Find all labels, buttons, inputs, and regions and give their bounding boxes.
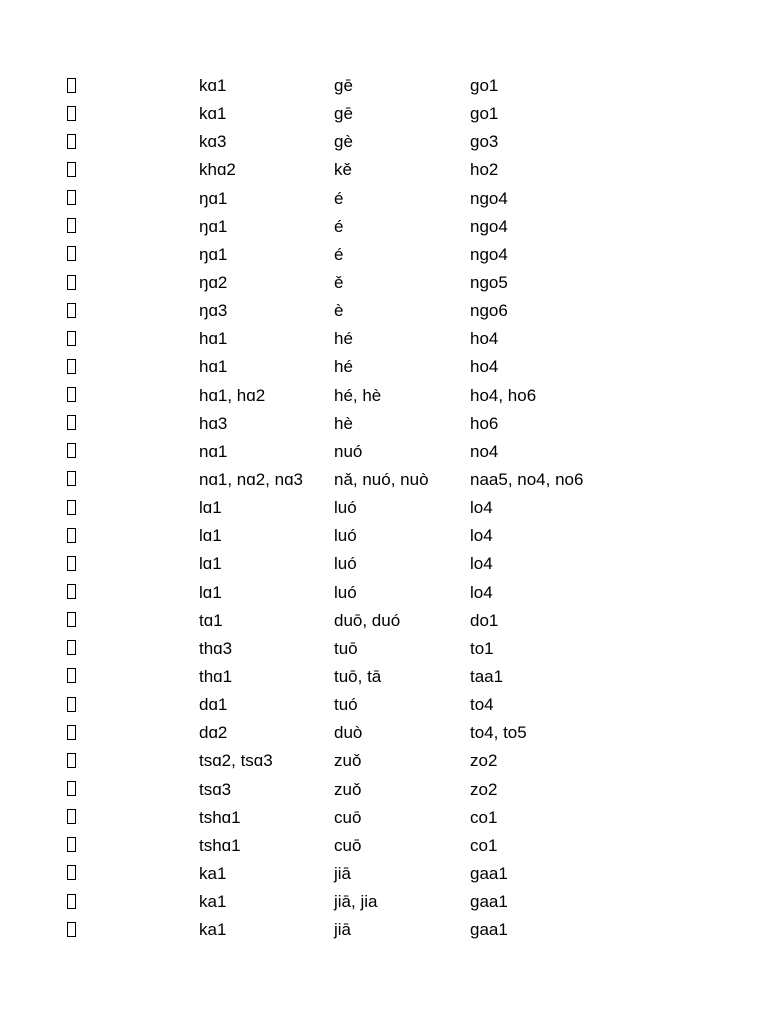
cantonese-cell: ho2: [470, 160, 499, 180]
middle-chinese-cell: nɑ1, nɑ2, nɑ3: [199, 469, 303, 489]
mandarin-cell: hé: [334, 329, 353, 349]
missing-glyph-icon: [62, 550, 80, 578]
missing-glyph-icon: [62, 269, 80, 297]
missing-glyph-box-icon: [67, 556, 76, 571]
cantonese-cell: ngo4: [470, 216, 508, 236]
cantonese-cell: gaa1: [470, 892, 508, 912]
missing-glyph-box-icon: [67, 809, 76, 824]
missing-glyph-box-icon: [67, 190, 76, 205]
mandarin-cell: é: [334, 244, 344, 264]
missing-glyph-box-icon: [67, 500, 76, 515]
pronunciation-table: [62, 72, 702, 944]
middle-chinese-cell: ka1: [199, 892, 227, 912]
table-row: [62, 269, 702, 297]
middle-chinese-cell: lɑ1: [199, 582, 222, 602]
mandarin-cell: nǎ, nuó, nuò: [334, 469, 429, 489]
middle-chinese-cell: hɑ1: [199, 329, 228, 349]
mandarin-cell: cuō: [334, 835, 362, 855]
missing-glyph-icon: [62, 522, 80, 550]
table-row: [62, 325, 702, 353]
missing-glyph-box-icon: [67, 471, 76, 486]
mandarin-cell: luó: [334, 582, 357, 602]
middle-chinese-cell: ka1: [199, 920, 227, 940]
missing-glyph-box-icon: [67, 725, 76, 740]
table-row: [62, 832, 702, 860]
missing-glyph-icon: [62, 719, 80, 747]
missing-glyph-box-icon: [67, 387, 76, 402]
missing-glyph-icon: [62, 663, 80, 691]
mandarin-cell: gè: [334, 132, 353, 152]
missing-glyph-box-icon: [67, 275, 76, 290]
missing-glyph-box-icon: [67, 359, 76, 374]
missing-glyph-box-icon: [67, 443, 76, 458]
table-row: [62, 663, 702, 691]
missing-glyph-box-icon: [67, 218, 76, 233]
mandarin-cell: jiā, jia: [334, 892, 378, 912]
table-row: [62, 100, 702, 128]
missing-glyph-box-icon: [67, 584, 76, 599]
missing-glyph-box-icon: [67, 781, 76, 796]
cantonese-cell: go1: [470, 104, 499, 124]
table-row: [62, 438, 702, 466]
missing-glyph-box-icon: [67, 612, 76, 627]
missing-glyph-icon: [62, 579, 80, 607]
table-row: [62, 860, 702, 888]
middle-chinese-cell: dɑ1: [199, 695, 228, 715]
cantonese-cell: lo4: [470, 582, 493, 602]
missing-glyph-box-icon: [67, 837, 76, 852]
mandarin-cell: gē: [334, 76, 353, 95]
table-row: [62, 719, 702, 747]
table-row: [62, 241, 702, 269]
table-row: [62, 353, 702, 381]
cantonese-cell: ho4: [470, 357, 499, 377]
cantonese-cell: lo4: [470, 554, 493, 574]
missing-glyph-icon: [62, 100, 80, 128]
missing-glyph-box-icon: [67, 162, 76, 177]
cantonese-cell: naa5, no4, no6: [470, 469, 584, 489]
missing-glyph-box-icon: [67, 697, 76, 712]
mandarin-cell: ě: [334, 272, 344, 292]
table-row: [62, 691, 702, 719]
missing-glyph-icon: [62, 382, 80, 410]
cantonese-cell: lo4: [470, 498, 493, 518]
mandarin-cell: jiā: [334, 920, 352, 940]
cantonese-cell: zo2: [470, 779, 498, 799]
table-row: [62, 382, 702, 410]
middle-chinese-cell: kɑ1: [199, 104, 227, 124]
middle-chinese-cell: thɑ3: [199, 638, 233, 658]
cantonese-cell: co1: [470, 807, 498, 827]
mandarin-cell: jiā: [334, 863, 352, 883]
mandarin-cell: kě: [334, 160, 352, 180]
middle-chinese-cell: khɑ2: [199, 160, 236, 180]
mandarin-cell: luó: [334, 526, 357, 546]
missing-glyph-icon: [62, 888, 80, 916]
missing-glyph-icon: [62, 297, 80, 325]
middle-chinese-cell: lɑ1: [199, 526, 222, 546]
mandarin-cell: luó: [334, 498, 357, 518]
cantonese-cell: ho4, ho6: [470, 385, 537, 405]
middle-chinese-cell: thɑ1: [199, 666, 233, 686]
missing-glyph-box-icon: [67, 303, 76, 318]
mandarin-cell: è: [334, 301, 344, 321]
middle-chinese-cell: kɑ1: [199, 76, 227, 95]
cantonese-cell: ngo4: [470, 188, 508, 208]
missing-glyph-icon: [62, 747, 80, 775]
mandarin-cell: hé: [334, 357, 353, 377]
mandarin-cell: hé, hè: [334, 385, 382, 405]
missing-glyph-icon: [62, 353, 80, 381]
mandarin-cell: zuǒ: [334, 751, 362, 771]
missing-glyph-box-icon: [67, 78, 76, 93]
table-row: [62, 747, 702, 775]
table-row: [62, 888, 702, 916]
missing-glyph-box-icon: [67, 668, 76, 683]
table-row: [62, 72, 702, 100]
mandarin-cell: gē: [334, 104, 353, 124]
table-row: [62, 494, 702, 522]
missing-glyph-icon: [62, 607, 80, 635]
missing-glyph-box-icon: [67, 753, 76, 768]
mandarin-cell: duō, duó: [334, 610, 401, 630]
mandarin-cell: duò: [334, 723, 363, 743]
missing-glyph-box-icon: [67, 865, 76, 880]
table-row: [62, 804, 702, 832]
middle-chinese-cell: tɑ1: [199, 610, 223, 630]
missing-glyph-icon: [62, 860, 80, 888]
missing-glyph-icon: [62, 241, 80, 269]
missing-glyph-icon: [62, 72, 80, 100]
missing-glyph-icon: [62, 410, 80, 438]
missing-glyph-box-icon: [67, 415, 76, 430]
missing-glyph-box-icon: [67, 134, 76, 149]
missing-glyph-box-icon: [67, 922, 76, 937]
middle-chinese-cell: hɑ1, hɑ2: [199, 385, 266, 405]
middle-chinese-cell: dɑ2: [199, 723, 228, 743]
cantonese-cell: go3: [470, 132, 499, 152]
missing-glyph-box-icon: [67, 246, 76, 261]
cantonese-cell: ngo4: [470, 244, 508, 264]
missing-glyph-icon: [62, 466, 80, 494]
missing-glyph-icon: [62, 832, 80, 860]
table-row: [62, 185, 702, 213]
middle-chinese-cell: tsɑ2, tsɑ3: [199, 751, 273, 771]
cantonese-cell: no4: [470, 441, 499, 461]
mandarin-cell: tuō: [334, 638, 358, 658]
missing-glyph-box-icon: [67, 528, 76, 543]
missing-glyph-icon: [62, 776, 80, 804]
table-row: [62, 156, 702, 184]
cantonese-cell: to4: [470, 695, 494, 715]
table-row: [62, 635, 702, 663]
table-row: [62, 213, 702, 241]
mandarin-cell: é: [334, 188, 344, 208]
missing-glyph-icon: [62, 494, 80, 522]
middle-chinese-cell: ŋɑ1: [199, 216, 228, 236]
cantonese-cell: co1: [470, 835, 498, 855]
cantonese-cell: gaa1: [470, 863, 508, 883]
cantonese-cell: gaa1: [470, 920, 508, 940]
middle-chinese-cell: tsɑ3: [199, 779, 232, 799]
middle-chinese-cell: tshɑ1: [199, 807, 241, 827]
table-row: [62, 916, 702, 944]
middle-chinese-cell: hɑ1: [199, 357, 228, 377]
missing-glyph-icon: [62, 635, 80, 663]
table-row: [62, 522, 702, 550]
table-row: [62, 579, 702, 607]
table-row: [62, 550, 702, 578]
table-row: [62, 297, 702, 325]
cantonese-cell: ho4: [470, 329, 499, 349]
missing-glyph-box-icon: [67, 640, 76, 655]
missing-glyph-icon: [62, 916, 80, 944]
table-row: [62, 128, 702, 156]
table-row: [62, 410, 702, 438]
table-row: [62, 466, 702, 494]
cantonese-cell: to4, to5: [470, 723, 527, 743]
missing-glyph-box-icon: [67, 106, 76, 121]
mandarin-cell: cuō: [334, 807, 362, 827]
middle-chinese-cell: lɑ1: [199, 498, 222, 518]
middle-chinese-cell: ŋɑ2: [199, 272, 228, 292]
middle-chinese-cell: tshɑ1: [199, 835, 241, 855]
mandarin-cell: tuō, tā: [334, 666, 382, 686]
missing-glyph-box-icon: [67, 894, 76, 909]
middle-chinese-cell: ŋɑ1: [199, 244, 228, 264]
mandarin-cell: nuó: [334, 441, 363, 461]
missing-glyph-box-icon: [67, 331, 76, 346]
middle-chinese-cell: nɑ1: [199, 441, 228, 461]
missing-glyph-icon: [62, 804, 80, 832]
middle-chinese-cell: ŋɑ3: [199, 301, 228, 321]
mandarin-cell: luó: [334, 554, 357, 574]
cantonese-cell: ho6: [470, 413, 499, 433]
cantonese-cell: ngo5: [470, 272, 508, 292]
missing-glyph-icon: [62, 691, 80, 719]
middle-chinese-cell: lɑ1: [199, 554, 222, 574]
cantonese-cell: taa1: [470, 666, 504, 686]
table-row: [62, 776, 702, 804]
cantonese-cell: ngo6: [470, 301, 508, 321]
middle-chinese-cell: kɑ3: [199, 132, 227, 152]
middle-chinese-cell: hɑ3: [199, 413, 228, 433]
mandarin-cell: zuǒ: [334, 779, 362, 799]
mandarin-cell: hè: [334, 413, 353, 433]
middle-chinese-cell: ŋɑ1: [199, 188, 228, 208]
cantonese-cell: to1: [470, 638, 494, 658]
missing-glyph-icon: [62, 185, 80, 213]
middle-chinese-cell: ka1: [199, 863, 227, 883]
cantonese-cell: lo4: [470, 526, 493, 546]
mandarin-cell: é: [334, 216, 344, 236]
mandarin-cell: tuó: [334, 695, 358, 715]
table-row: [62, 607, 702, 635]
cantonese-cell: go1: [470, 76, 499, 95]
missing-glyph-icon: [62, 213, 80, 241]
cantonese-cell: do1: [470, 610, 499, 630]
missing-glyph-icon: [62, 438, 80, 466]
missing-glyph-icon: [62, 128, 80, 156]
cantonese-cell: zo2: [470, 751, 498, 771]
missing-glyph-icon: [62, 156, 80, 184]
missing-glyph-icon: [62, 325, 80, 353]
